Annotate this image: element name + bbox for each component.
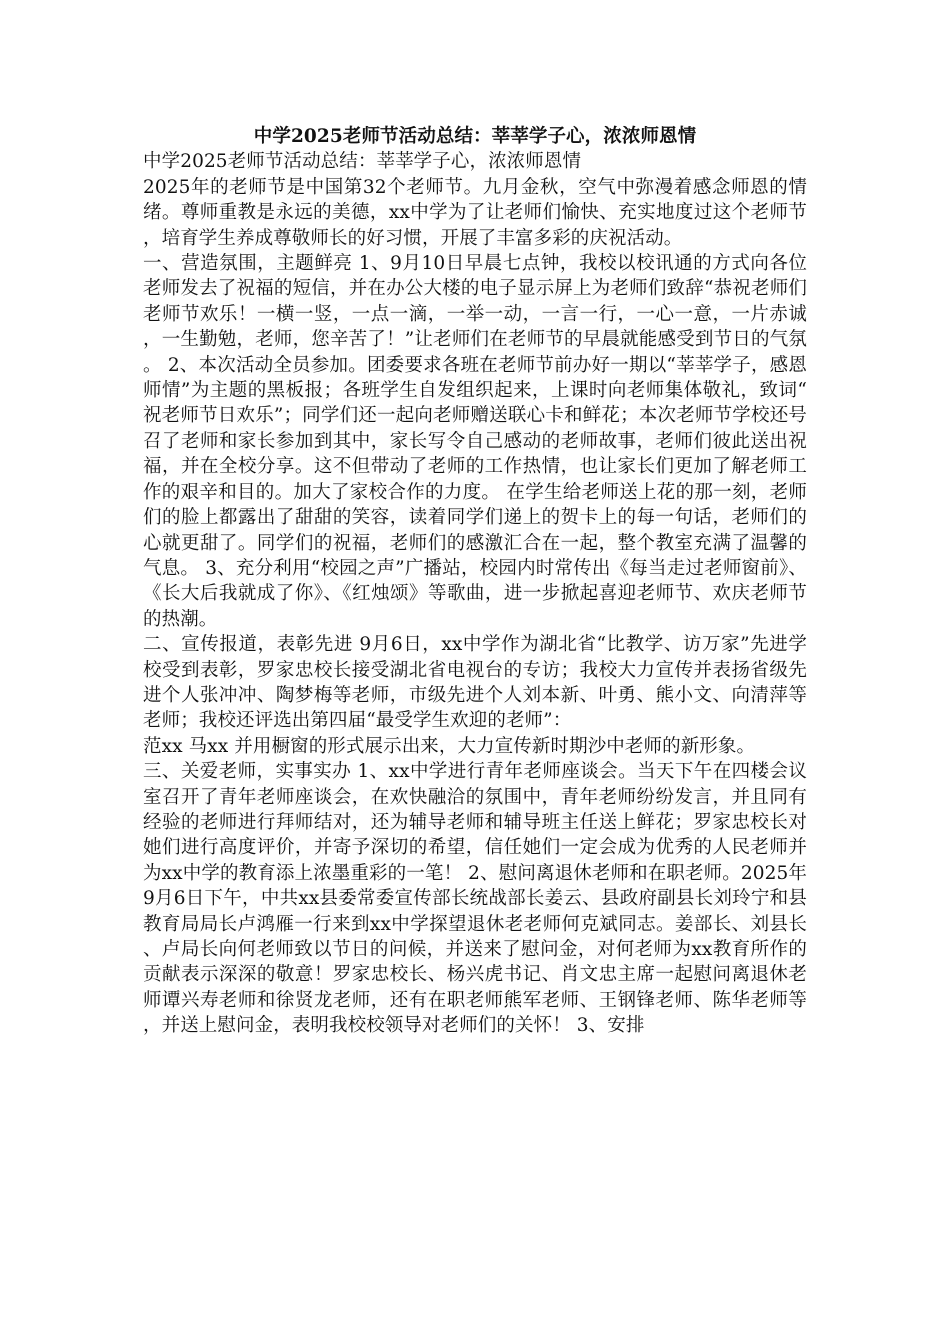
paragraph-section-2: 二、宣传报道，表彰先进 9月6日，xx中学作为湖北省“比教学、访万家”先进学校受到表彰，罗家忠校长接受湖北省电视台的专访；我校大力宣传并表扬省级先进个人张冲冲、陶梦梅等老师，市级先进个人刘本新、叶勇、熊小文、向清萍等老师；我校还评选出第四届“最受学生欢迎的老师”： <box>143 634 807 732</box>
paragraph-section-3: 三、关爱老师，实事实办 1、xx中学进行青年老师座谈会。当天下午在四楼会议室召开了青年老师座谈会，在欢快融洽的氛围中，青年老师纷纷发言，并且同有经验的老师进行拜师结对，还为辅导老师和辅导班主任送上鲜花；罗家忠校长对她们进行高度评价，并寄予深切的希望，信任她们一定会成为优秀的人民老师并为xx中学的教育添上浓墨重彩的一笔！ 2、慰问离退休老师和在职老师。2025年9月6日下午，中共xx县委常委宣传部长统战部长姜云、县政府副县长刘玲宁和县教育局局长卢鸿雁一行来到xx中学探望退休老老师何克斌同志。姜部长、刘县长、卢局长向何老师致以节日的问候，并送来了慰问金，对何老师为xx教育所作的贡献表示深深的敬意！罗家忠校长、杨兴虎书记、肖文忠主席一起慰问离退休老师谭兴寿老师和徐贤龙老师，还有在职老师熊军老师、王钢锋老师、陈华老师等，并送上慰问金，表明我校校领导对老师们的关怀！ 3、安排 <box>143 761 807 1037</box>
document-title: 中学2025老师节活动总结：莘莘学子心，浓浓师恩情 <box>253 126 697 147</box>
paragraph-intro: 2025年的老师节是中国第32个老师节。九月金秋，空气中弥漫着感念师恩的情绪。尊师重教是永远的美德，xx中学为了让老师们愉快、充实地度过这个老师节，培育学生养成尊敬师长的好习惯，开展了丰富多彩的庆祝活动。 <box>143 176 807 249</box>
paragraph-section-2-cont: 范xx 马xx 并用橱窗的形式展示出来，大力宣传新时期沙中老师的新形象。 <box>143 735 756 757</box>
paragraph-section-1: 一、营造氛围，主题鲜亮 1、9月10日早晨七点钟，我校以校讯通的方式向各位老师发去了祝福的短信，并在办公大楼的电子显示屏上为老师们致辞“恭祝老师们老师节欢乐！一横一竖，一点一滴，一举一动，一言一行，一心一意，一片赤诚，一生勤勉，老师，您辛苦了！”让老师们在老师节的早晨就能感受到节日的气氛。 2、本次活动全员参加。团委要求各班在老师节前办好一期以“莘莘学子，感恩师情”为主题的黑板报；各班学生自发组织起来，上课时向老师集体敬礼，致词“祝老师节日欢乐”；同学们还一起向老师赠送联心卡和鲜花；本次老师节学校还号召了老师和家长参加到其中，家长写令自己感动的老师故事，老师们彼此送出祝福，并在全校分享。这不但带动了老师的工作热情，也让家长们更加了解老师工作的艰辛和目的。加大了家校合作的力度。 在学生给老师送上花的那一刻，老师们的脸上都露出了甜甜的笑容，读着同学们递上的贺卡上的每一句话，老师们的心就更甜了。同学们的祝福，老师们的感激汇合在一起，整个教室充满了温馨的气息。 3、充分利用“校园之声”广播站，校园内时常传出《每当走过老师窗前》、《长大后我就成了你》、《红烛颂》等歌曲，进一步掀起喜迎老师节、欢庆老师节的热潮。 <box>143 253 807 630</box>
document-page <box>143 124 807 1039</box>
paragraph-subtitle: 中学2025老师节活动总结：莘莘学子心，浓浓师恩情 <box>143 151 582 173</box>
